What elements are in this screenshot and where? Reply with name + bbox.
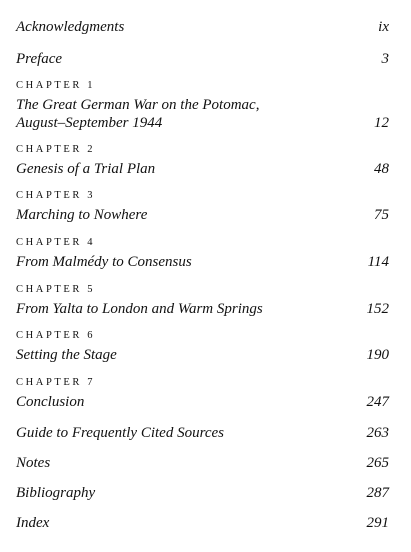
toc-chapter-5[interactable]	[16, 283, 389, 318]
toc-entry-title-line2: August–September 1944	[16, 115, 163, 131]
toc-entry-title-line1: The Great German War on the Potomac,	[16, 97, 260, 113]
toc-entry-page: 152	[366, 301, 389, 317]
chapter-label: CHAPTER 1	[16, 80, 96, 91]
toc-entry-acknowledgments[interactable]	[16, 18, 389, 36]
toc-entry-page: 114	[367, 254, 389, 270]
chapter-label: CHAPTER 7	[16, 377, 96, 388]
toc-entry-notes[interactable]	[16, 454, 389, 472]
toc-entry-title: Genesis of a Trial Plan	[16, 161, 156, 177]
toc-entry-title: Notes	[16, 455, 51, 471]
toc-entry-preface[interactable]	[16, 50, 389, 68]
toc-entry-page: 263	[366, 425, 389, 441]
toc-entry-title: Bibliography	[16, 485, 96, 501]
toc-entry-title: Setting the Stage	[16, 347, 117, 363]
toc-entry-title: Marching to Nowhere	[16, 207, 148, 223]
toc-entry-title: Preface	[16, 51, 63, 67]
chapter-label: CHAPTER 5	[16, 284, 96, 295]
toc-entry-page: 75	[374, 207, 389, 223]
toc-entry-page: 12	[374, 115, 389, 131]
toc-chapter-1[interactable]	[16, 79, 389, 132]
toc-entry-page: 48	[374, 161, 389, 177]
chapter-label: CHAPTER 2	[16, 144, 96, 155]
toc-chapter-3[interactable]	[16, 189, 389, 224]
toc-entry-guide[interactable]	[16, 424, 389, 442]
toc-entry-title: From Yalta to London and Warm Springs	[16, 301, 263, 317]
toc-entry-title: Acknowledgments	[16, 19, 125, 35]
toc-entry-title: Conclusion	[16, 394, 85, 410]
toc-entry-page: 3	[381, 51, 389, 67]
toc-entry-page: 287	[366, 485, 389, 501]
toc-chapter-6[interactable]	[16, 329, 389, 364]
toc-entry-page: 190	[366, 347, 389, 363]
toc-entry-title: From Malmédy to Consensus	[16, 254, 192, 270]
toc-entry-page: 291	[366, 515, 389, 531]
toc-entry-title: Index	[16, 515, 50, 531]
toc-entry-page: ix	[378, 19, 389, 35]
toc-chapter-4[interactable]	[16, 236, 389, 271]
toc-entry-page: 247	[366, 394, 389, 410]
toc-entry-bibliography[interactable]	[16, 484, 389, 502]
toc-entry-page: 265	[366, 455, 389, 471]
table-of-contents	[16, 0, 389, 552]
toc-entry-title: Guide to Frequently Cited Sources	[16, 425, 225, 441]
toc-entry-index[interactable]	[16, 514, 389, 532]
chapter-label: CHAPTER 3	[16, 190, 96, 201]
toc-chapter-7[interactable]	[16, 376, 389, 411]
chapter-label: CHAPTER 4	[16, 237, 96, 248]
toc-chapter-2[interactable]	[16, 143, 389, 178]
chapter-label: CHAPTER 6	[16, 330, 96, 341]
